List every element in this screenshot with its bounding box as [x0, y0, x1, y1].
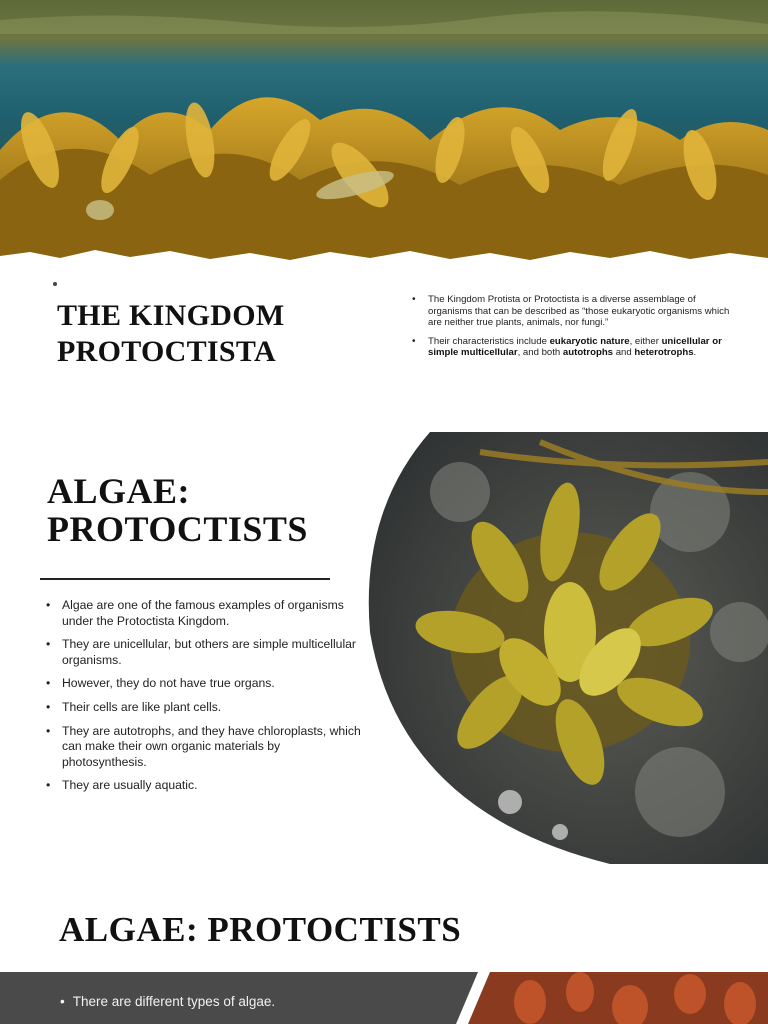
title-divider — [40, 578, 330, 580]
bullet-item: • They are unicellular, but others are simple multicellular organisms. — [46, 637, 366, 668]
decorative-dot — [53, 282, 57, 286]
torn-paper-edge — [0, 238, 768, 278]
slide-title: ALGAE: PROTOCTISTS — [59, 910, 462, 949]
bullet-item: • Algae are one of the famous examples of organisms under the Protoctista Kingdom. — [46, 598, 366, 629]
bullet-item: • However, they do not have true organs. — [46, 676, 366, 692]
slide-kingdom-protoctista — [0, 0, 768, 432]
slide-algae-types — [0, 864, 768, 1024]
bullet-item: • There are different types of algae. — [60, 994, 275, 1009]
hero-seaweed-photo — [0, 0, 768, 262]
bullet-item: • They are usually aquatic. — [46, 778, 366, 794]
bullet-item: • Their characteristics include eukaryotic nature, either unicellular or simple multicellular, and both autotrophs and heterotrophs. — [412, 336, 742, 359]
slide-title: THE KINGDOM PROTOCTISTA — [57, 299, 285, 368]
algae-photo — [360, 432, 768, 864]
slide-algae-protoctists — [0, 432, 768, 864]
bullet-list — [412, 294, 742, 366]
bullet-item: • The Kingdom Protista or Protoctista is a diverse assemblage of organisms that can be described as “those eukaryotic organisms which are neither true plants, animals, nor fungi.” — [412, 294, 742, 329]
bullet-item: • Their cells are like plant cells. — [46, 700, 366, 716]
bullet-list — [46, 598, 366, 802]
bullet-item: • They are autotrophs, and they have chloroplasts, which can make their own organic materials by photosynthesis. — [46, 724, 366, 771]
slide-title: ALGAE: PROTOCTISTS — [47, 471, 308, 549]
